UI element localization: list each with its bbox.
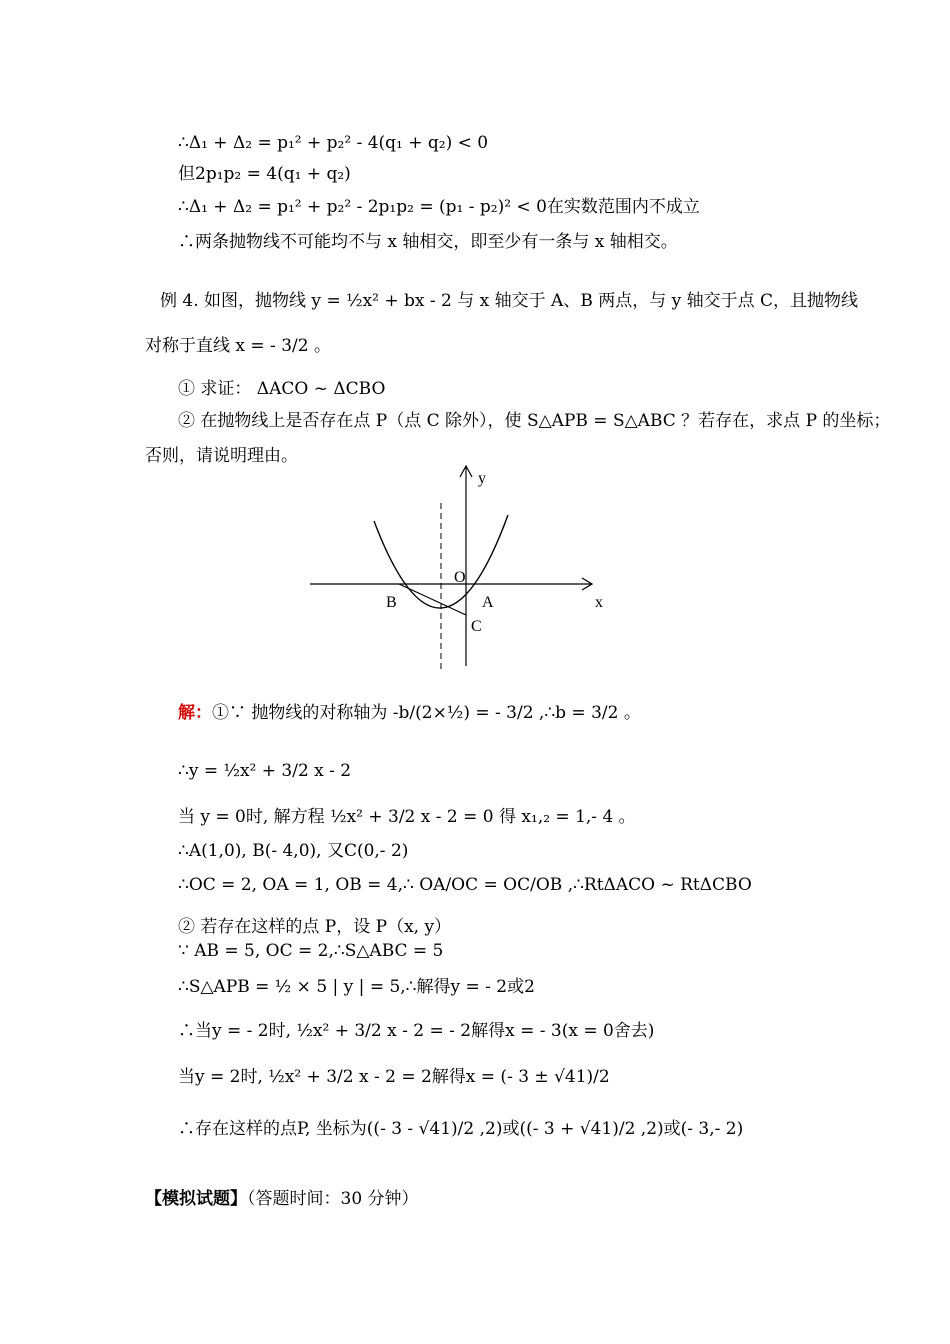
proof-line-4: ∴两条抛物线不可能均不与 x 轴相交，即至少有一条与 x 轴相交。 [178,232,678,252]
solution-line-7: ∵ AB = 5, OC = 2,∴S△ABC = 5 [178,941,444,961]
question-2: ② 在抛物线上是否存在点 P（点 C 除外），使 S△APB = S△ABC ？若存在，求点 P 的坐标； [178,411,891,431]
example-line-2: 对称于直线 x = - 3/2 。 [145,336,331,356]
proof-line-3: ∴Δ₁ + Δ₂ = p₁² + p₂² - 2p₁p₂ = (p₁ - p₂)² < 0在实数范围内不成立 [178,197,700,217]
solution-line-3: 当 y = 0时, 解方程 ½x² + 3/2 x - 2 = 0 得 x₁,₂ = 1,- 4 。 [178,807,636,827]
section-subtitle: （答题时间：30 分钟） [247,1189,419,1209]
example-line-1: 例 4. 如图，抛物线 y = ½x² + bx - 2 与 x 轴交于 A、B 两点，与 y 轴交于点 C，且抛物线 [160,291,859,311]
proof-line-2: 但2p₁p₂ = 4(q₁ + q₂) [178,164,351,184]
segment-bc [399,584,466,615]
section-title: 【模拟试题】 [145,1189,247,1209]
solution-label: 解： [178,703,212,723]
solution-line-5: ∴OC = 2, OA = 1, OB = 4,∴ OA/OC = OC/OB ,∴RtΔACO ~ RtΔCBO [178,875,752,895]
label-o: O [454,569,466,586]
section-heading [145,1188,419,1210]
solution-line-4: ∴A(1,0), B(- 4,0), 又C(0,- 2) [178,841,409,861]
solution-text-1: ①∵ 抛物线的对称轴为 -b/(2×½) = - 3/2 ,∴b = 3/2 。 [212,703,641,723]
solution-line-6: ② 若存在这样的点 P，设 P（x, y） [178,917,452,937]
solution-line-9: ∴当y = - 2时, ½x² + 3/2 x - 2 = - 2解得x = - 3(x = 0舍去) [178,1021,655,1041]
label-y: y [478,470,486,487]
label-a: A [482,594,494,611]
solution-line-1 [178,702,641,724]
question-1: ① 求证： ΔACO ~ ΔCBO [178,379,386,399]
solution-line-8: ∴S△APB = ½ × 5 | y | = 5,∴解得y = - 2或2 [178,977,535,997]
solution-line-11: ∴存在这样的点P, 坐标为((- 3 - √41)/2 ,2)或((- 3 + √41)/2 ,2)或(- 3,- 2) [178,1119,744,1139]
proof-line-1: ∴Δ₁ + Δ₂ = p₁² + p₂² - 4(q₁ + q₂) < 0 [178,133,489,153]
solution-line-2: ∴y = ½x² + 3/2 x - 2 [178,761,352,781]
parabola-figure [300,463,620,673]
label-x: x [595,594,603,611]
label-b: B [386,594,397,611]
label-c: C [471,618,482,635]
solution-line-10: 当y = 2时, ½x² + 3/2 x - 2 = 2解得x = (- 3 ± √41)/2 [178,1067,610,1087]
question-2-cont: 否则，请说明理由。 [145,446,298,466]
